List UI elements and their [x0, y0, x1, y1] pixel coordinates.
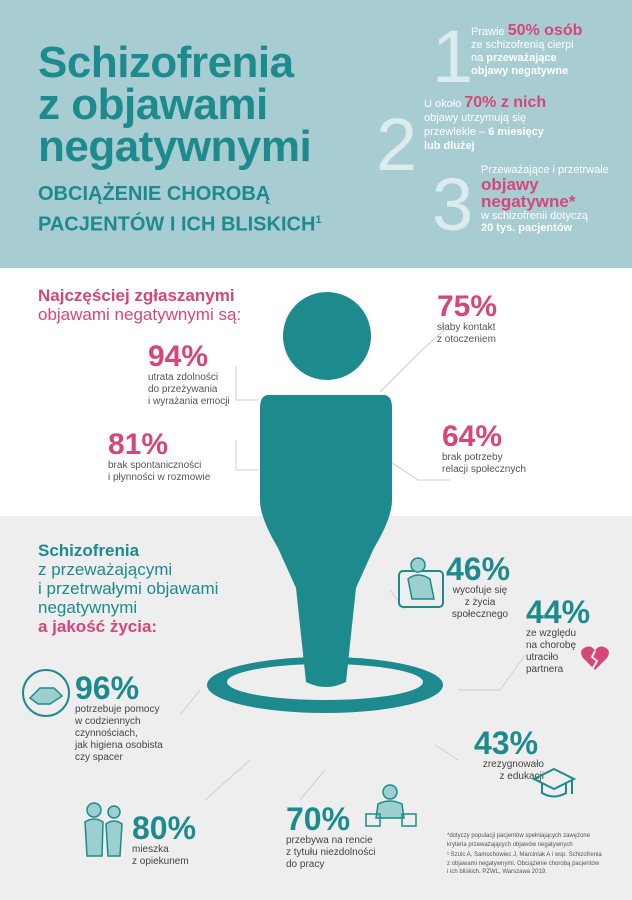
fact-number-3: 3 [432, 163, 474, 246]
quality-43: 43% zrezygnowało z edukacji [474, 725, 544, 782]
caregiver-icon [80, 800, 128, 860]
fact-number-2: 2 [376, 103, 418, 186]
person-figure-icon [200, 290, 450, 715]
symptom-75: 75% słaby kontakt z otoczeniem [437, 290, 498, 345]
page-subtitle: OBCIĄŻENIE CHOROBĄ PACJENTÓW I ICH BLISKICH$^1$ [38, 183, 322, 236]
symptom-94: 94% utrata zdolności do przeżywania i wyrażania emocji [148, 340, 230, 407]
quality-80: 80% mieszka z opiekunem [132, 810, 197, 867]
symptoms-heading: Najczęściej zgłaszanymi objawami negatywnymi są: [38, 286, 242, 324]
graduation-cap-icon [532, 766, 576, 802]
pensioner-icon [364, 782, 418, 830]
quality-44: 44% ze względu na chorobę utraciło partnera [526, 594, 591, 675]
footnotes: *dotyczy populacji pacjentów spełniających zawężone kryteria przeważających objawów negatywnych ¹ Szulc A, Samochowiec J, Marciniak A i wsp. Schizofrenia z objawami negatywnymi. Obciążenie chorobą pacjentów i ich bliskich. PZWL, Warszawa 2019. [447, 833, 602, 875]
page-title: Schizofrenia z objawami negatywnymi [38, 38, 312, 171]
quality-96: 96% potrzebuje pomocy w codziennych czynnościach, jak higiena osobista czy spacer [75, 670, 163, 763]
fact-number-1: 1 [432, 15, 474, 98]
fact-2: U około 70% z nich objawy utrzymują się przewlekle – 6 miesięcy lub dłużej [424, 94, 547, 152]
fact-1: Prawie 50% osób ze schizofrenią cierpi na przeważające objawy negatywne [471, 22, 583, 77]
helping-hands-icon [20, 668, 72, 718]
quality-46: 46% wycofuje się z życia społecznego [446, 551, 511, 620]
symptom-64: 64% brak potrzeby relacji społecznych [442, 420, 526, 475]
broken-heart-icon [580, 644, 610, 672]
symptom-81: 81% brak spontaniczności i płynności w rozmowie [108, 428, 211, 483]
quality-heading: Schizofrenia z przeważającymi i przetrwałymi objawami negatywnymi a jakość życia: [38, 541, 219, 636]
fact-3: Przeważające i przetrwałe objawy negatywne* w schizofrenii dotyczą 20 tys. pacjentów [481, 164, 609, 234]
quality-70: 70% przebywa na rencie z tytułu niezdolności do pracy [286, 801, 376, 870]
withdrawn-person-icon [396, 553, 446, 609]
